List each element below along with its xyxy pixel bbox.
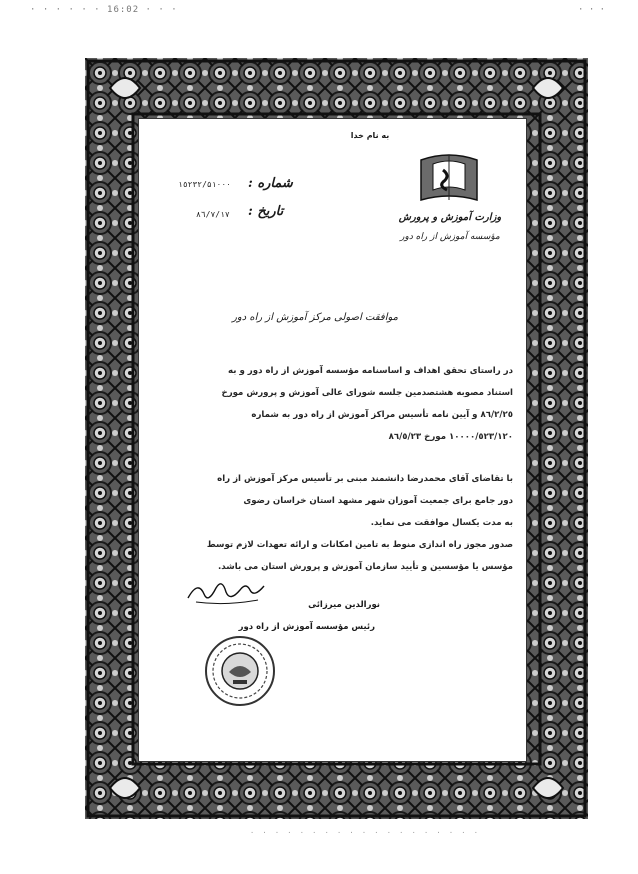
institute-name: مؤسسه آموزش از راه دور <box>400 232 500 242</box>
body-line: مؤسس یا مؤسسین و تأیید سازمان آموزش و پرورش استان می باشد. <box>218 562 513 572</box>
handwritten-signature-icon <box>178 576 268 608</box>
fax-footer: · · · · · · · · · · · · · · · · · · · <box>250 829 480 837</box>
ministry-name: وزارت آموزش و پرورش <box>398 212 502 223</box>
body-line: با تقاضای آقای محمدرضا دانشمند مبنی بر تأسیس مرکز آموزش از راه <box>217 474 513 484</box>
body-line: ١٠٠٠٠/٥٢٣/١٢٠ مورخ ٨٦/٥/٢٣ <box>388 432 513 442</box>
body-line: در راستای تحقق اهداف و اساسنامه مؤسسه آموزش از راه دور و به <box>228 366 513 376</box>
body-line: استناد مصوبه هشتصدمین جلسه شورای عالی آموزش و پرورش مورخ <box>221 388 513 398</box>
date-label: تاریخ : <box>248 204 284 219</box>
signer-title: رئیس مؤسسه آموزش از راه دور <box>238 622 375 632</box>
fax-header <box>0 4 638 18</box>
number-value: ١٥٢٣٢/۵١٠٠٠ <box>178 180 231 189</box>
bismillah: به نام خدا <box>350 131 390 140</box>
fax-header-left: · · · · · · 16:02 · · · <box>30 5 178 15</box>
body-line: ٨٦/٢/٢٥ و آیین نامه تأسیس مراکز آموزش از راه دور به شماره <box>251 410 513 420</box>
body-line: صدور مجوز راه اندازی منوط به تامین امکانات و ارائه تعهدات لازم توسط <box>206 540 513 550</box>
fax-header-right: · · · <box>578 5 606 15</box>
ministry-logo-icon <box>413 150 485 206</box>
body-line: به مدت یکسال موافقت می نماید. <box>370 518 513 528</box>
number-label: شماره : <box>248 176 293 191</box>
body-line: دور جامع برای جمعیت آموزان شهر مشهد استان خراسان رضوی <box>243 496 513 506</box>
official-seal-stamp-icon <box>203 634 277 708</box>
signer-name: نورالدین میرزائی <box>308 600 380 610</box>
date-value: ٨٦/٧/١٧ <box>196 210 230 219</box>
letter-subject: موافقت اصولی مرکز آموزش از راه دور <box>232 312 398 323</box>
